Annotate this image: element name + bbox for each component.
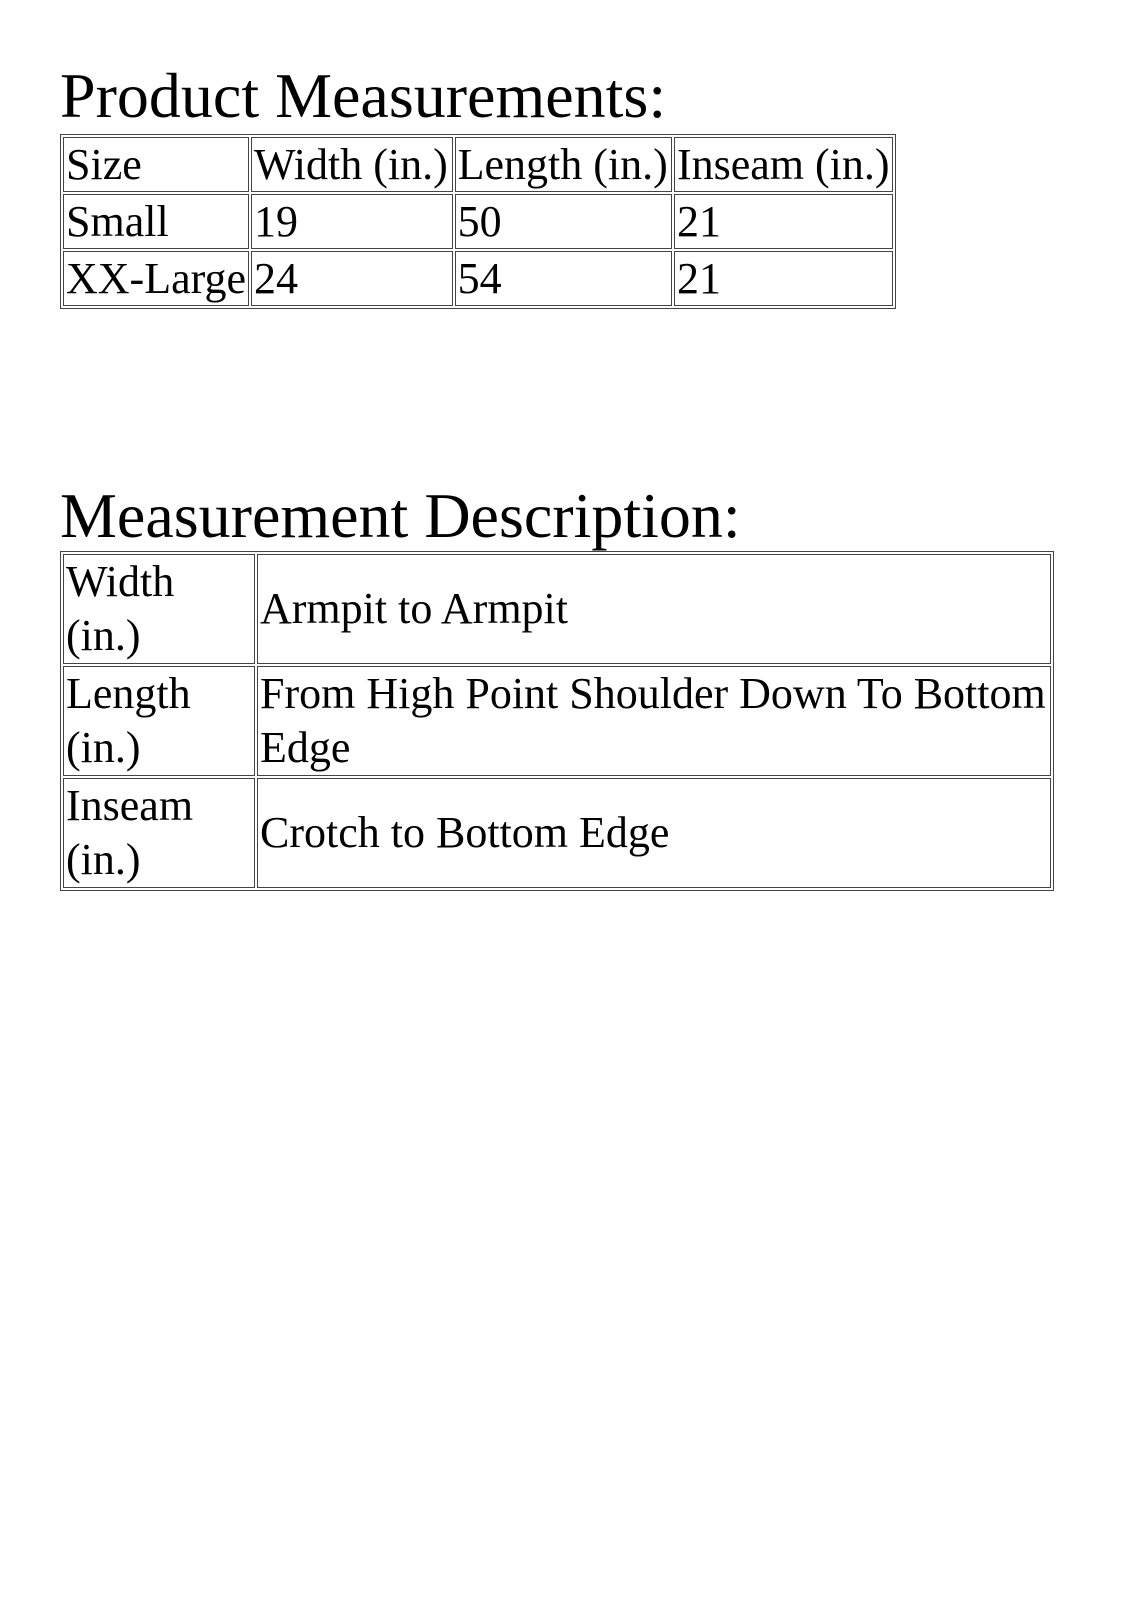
cell-width: 24 <box>251 251 453 306</box>
measurement-description-title: Measurement Description: <box>60 480 741 551</box>
description-label: Length (in.) <box>63 666 255 776</box>
description-label: Width (in.) <box>63 554 255 664</box>
header-size: Size <box>63 137 249 192</box>
table-row <box>63 666 1051 776</box>
cell-size: XX-Large <box>63 251 249 306</box>
description-text: Crotch to Bottom Edge <box>257 778 1051 888</box>
cell-length: 54 <box>455 251 672 306</box>
cell-width: 19 <box>251 194 453 249</box>
description-label: Inseam (in.) <box>63 778 255 888</box>
table-row <box>63 194 893 249</box>
table-row <box>63 778 1051 888</box>
measurement-description-table <box>60 551 1054 891</box>
table-header-row <box>63 137 893 192</box>
cell-length: 50 <box>455 194 672 249</box>
table-row <box>63 554 1051 664</box>
product-measurements-title: Product Measurements: <box>60 60 667 131</box>
description-text: From High Point Shoulder Down To Bottom Edge <box>257 666 1051 776</box>
header-width: Width (in.) <box>251 137 453 192</box>
table-row <box>63 251 893 306</box>
header-inseam: Inseam (in.) <box>674 137 893 192</box>
product-measurements-table <box>60 134 896 309</box>
header-length: Length (in.) <box>455 137 672 192</box>
cell-inseam: 21 <box>674 251 893 306</box>
cell-inseam: 21 <box>674 194 893 249</box>
description-text: Armpit to Armpit <box>257 554 1051 664</box>
cell-size: Small <box>63 194 249 249</box>
